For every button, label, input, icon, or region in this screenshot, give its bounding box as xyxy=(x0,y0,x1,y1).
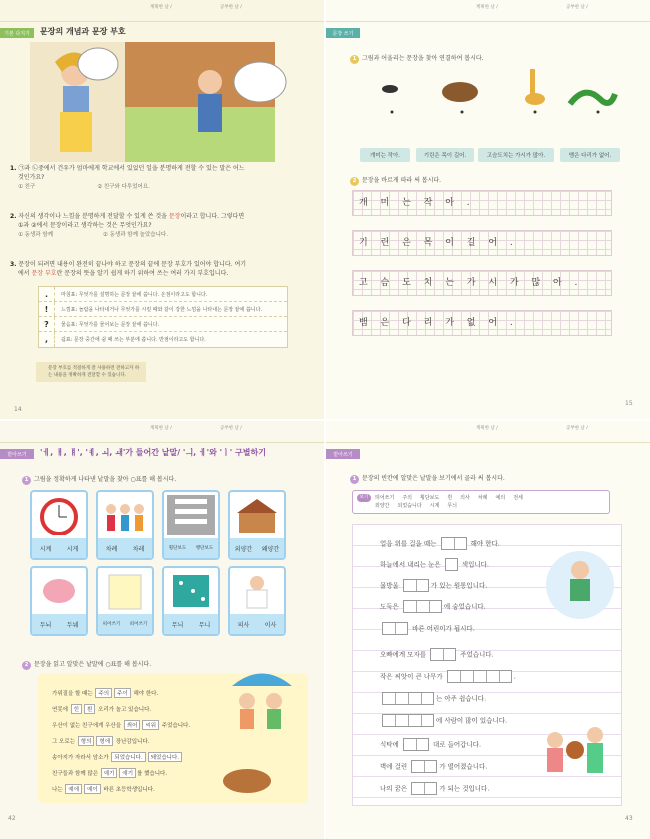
mom-and-son-illustration xyxy=(30,42,290,162)
card-option[interactable]: 시게 xyxy=(66,545,79,553)
section-tag: 받아쓰기 xyxy=(0,449,34,459)
word-card xyxy=(162,490,220,560)
skating-child-illustration xyxy=(540,545,620,625)
card-option[interactable]: 두눼 xyxy=(66,621,79,629)
page-number: 43 xyxy=(625,815,633,822)
word-card xyxy=(228,566,286,636)
story-line: 가위질을 할 때는 주의 주이 해야 한다. xyxy=(52,688,158,698)
word-bank-item: 횡단보도 xyxy=(420,495,440,501)
p42-question-2: 2 문장을 읽고 알맞은 낱말에 ○표를 해 봅시다. xyxy=(22,660,151,670)
sentence-chip[interactable]: 고슴도치는 가시가 많아. xyxy=(478,148,554,162)
q2-option-2[interactable]: ② 동생과 함께 놀았습니다. xyxy=(102,232,168,238)
writing-row[interactable]: 뱀 은 다 리 가 없 어 . xyxy=(352,310,612,336)
writing-row[interactable]: 기 린 은 목 이 길 어 . xyxy=(352,230,612,256)
barn-icon xyxy=(233,495,281,535)
section-tag: 문장 쓰기 xyxy=(326,28,360,38)
fill-line: 작은 씨앗이 큰 나무가 . xyxy=(380,670,516,683)
story-line: 친구들과 함께 많은 예기 얘기 를 했습니다. xyxy=(52,768,167,778)
sentence-chip[interactable]: 기린은 목이 길어. xyxy=(416,148,474,162)
page-number: 14 xyxy=(14,406,22,413)
card-option[interactable]: 띠어쓰기 xyxy=(102,622,121,627)
study-date: 공부한 날 / xyxy=(566,5,588,10)
word-bank-item: 띄어쓰기 xyxy=(375,495,395,501)
sentence-chip[interactable]: 개미는 작아. xyxy=(360,148,410,162)
word-bank-item: 의사 xyxy=(460,495,470,501)
q1-option-1[interactable]: ① 친구 xyxy=(18,184,36,190)
word-bank-item: 외양간 xyxy=(375,503,390,509)
page-number: 42 xyxy=(8,815,16,822)
word-card xyxy=(96,566,154,636)
section-tag: 기본 다지기 xyxy=(0,28,34,38)
page-header xyxy=(326,0,650,22)
fill-line: 에 사람이 많이 있습니다. xyxy=(380,714,507,727)
word-card xyxy=(30,566,88,636)
fill-line: 바른 어린이가 됩시다. xyxy=(380,622,475,635)
children-ball-illustration xyxy=(535,720,615,800)
plan-date: 계획한 날 / xyxy=(476,426,498,431)
q2-option-1[interactable]: ① 동생과 함께 xyxy=(18,232,53,238)
p15-question-2: 2 문장을 바르게 따라 써 봅시다. xyxy=(350,176,441,186)
card-option[interactable]: 무늬 xyxy=(171,621,184,629)
card-option[interactable]: 의사 xyxy=(237,621,250,629)
pattern-fabric-icon xyxy=(167,571,215,611)
p43-question-1: 1 문장의 빈칸에 알맞은 낱말을 보기에서 골라 써 봅시다. xyxy=(350,474,505,484)
clock-icon xyxy=(35,495,83,535)
question-2: 2. 자신의 생각이나 느낌을 분명하게 전달할 수 있게 쓴 것을 문장이라고 합니다. 그렇다면 ①과 ②에서 문장이라고 생각하는 것은 무엇인가요? ① 동생과 함께 ② 동생과 함께 놀았습니다. xyxy=(10,213,245,238)
card-option[interactable]: 외양간 xyxy=(234,545,253,553)
fill-line: 벽에 걸린 가 떨어졌습니다. xyxy=(380,760,487,773)
card-option[interactable]: 시계 xyxy=(39,545,52,553)
writing-row[interactable]: 개 미 는 작 아 . xyxy=(352,190,612,216)
word-bank-item: 차례 xyxy=(477,495,488,501)
plan-date: 계획한 날 / xyxy=(476,5,498,10)
plan-date: 계획한 날 / xyxy=(150,5,172,10)
card-option[interactable]: 두뇌 xyxy=(39,621,52,629)
word-bank-item: 주의 xyxy=(402,495,412,501)
rule-row: ! 느낌표: 놀람을 나타내거나 무엇가를 시킬 때와 같이 강한 느낌을 나타내는 문장 끝에 씁니다. xyxy=(39,302,287,317)
word-bank-item: 시계 xyxy=(429,503,440,509)
note-paper-icon xyxy=(101,571,149,611)
study-date: 공부한 날 / xyxy=(220,426,242,431)
word-card xyxy=(228,490,286,560)
section-tag: 받아쓰기 xyxy=(326,449,360,459)
tip-note: 문장 부호를 적절하게 잘 사용하면 전하고자 하는 내용을 정확하게 전달할 수 있습니다. xyxy=(36,362,146,382)
card-option[interactable]: 차레 xyxy=(132,545,145,553)
p42-question-1: 1 그림을 정확하게 나타낸 낱말을 찾아 ○표를 해 봅시다. xyxy=(22,475,176,485)
fill-line: 물방울 가 있는 원통입니다. xyxy=(380,579,487,592)
writing-row[interactable]: 고 슴 도 치 는 가 시 가 많 아 . xyxy=(352,270,612,296)
rule-row: , 쉼표: 문장 중간에 쉴 때 쓰는 부분에 씁니다. 반점이라고도 합니다. xyxy=(39,332,287,347)
kids-umbrella-cow-illustration xyxy=(212,666,312,806)
children-line-icon xyxy=(101,495,149,535)
word-card xyxy=(30,490,88,560)
story-line: 그 오로는 형의 형에 장난감입니다. xyxy=(52,736,149,746)
word-bank xyxy=(352,490,610,514)
q1-option-2[interactable]: ② 친구와 다투었어요. xyxy=(97,184,150,190)
card-option[interactable]: 행단보도 xyxy=(195,546,214,551)
story-line: 우산이 없는 친구에게 우산을 씌어 씨워 주었습니다. xyxy=(52,720,190,730)
story-line: 송아지가 자라서 암소가 되었습니다. 돼었습니다. xyxy=(52,752,183,762)
study-date: 공부한 날 / xyxy=(220,5,242,10)
page-number: 15 xyxy=(625,400,633,407)
page-title: 'ㅔ, ㅐ, ㅒ', 'ㅖ, ㅚ, ㅙ'가 들어간 낱말/ 'ㅢ, ㅔ'와 'ㅣ' 구별하기 xyxy=(40,448,266,457)
word-bank-item: 흰 xyxy=(447,495,453,501)
doctor-icon xyxy=(233,571,281,611)
word-card xyxy=(96,490,154,560)
word-bank-item: 예의 xyxy=(495,495,506,501)
card-option[interactable]: 차례 xyxy=(105,545,118,553)
word-bank-item: 전세 xyxy=(513,495,523,501)
study-date: 공부한 날 / xyxy=(566,426,588,431)
fill-line: 도둑은 에 숨었습니다. xyxy=(380,600,486,613)
bogi-label: 보기 xyxy=(357,494,371,502)
p15-question-1: 1 그림과 어울리는 문장을 찾아 연결하여 봅시다. xyxy=(350,54,484,64)
card-option[interactable]: 왜양간 xyxy=(261,545,280,553)
card-option[interactable]: 이사 xyxy=(264,621,277,629)
sentence-chip[interactable]: 뱀은 다리가 없어. xyxy=(560,148,620,162)
fill-line: 오빠에게 모자를 주었습니다. xyxy=(380,648,494,661)
brain-icon xyxy=(35,571,83,611)
page-header xyxy=(326,421,650,443)
crosswalk-icon xyxy=(167,495,215,535)
card-option[interactable]: 무니 xyxy=(198,621,211,629)
punctuation-table xyxy=(38,286,288,348)
fill-line: 는 아주 쉽습니다. xyxy=(380,692,486,705)
card-option[interactable]: 띄어쓰기 xyxy=(129,622,148,627)
fill-line: 하늘에서 내리는 눈은 색입니다. xyxy=(380,558,489,571)
fill-line: 식탁에 대로 들어갑니다. xyxy=(380,738,481,751)
card-option[interactable]: 횡단보도 xyxy=(168,546,187,551)
writing-grid xyxy=(352,190,612,350)
fill-line: 얼음 위를 걸을 때는 해야 한다. xyxy=(380,537,500,550)
word-bank-item: 무늬 xyxy=(447,503,457,509)
page-14 xyxy=(0,0,324,419)
question-3: 3. 문장이 되려면 내용이 완전히 끝나야 하고 문장의 끝에 문장 부호가 있어야 합니다. 여기 에서 문장 부호란 문장의 뜻을 알기 쉽게 하기 위하여 쓰는 여러 가지 부호입니다. xyxy=(10,261,247,277)
fill-line: 나의 꿈은 가 되는 것입니다. xyxy=(380,782,489,795)
story-line: 나는 예에 예이 바른 초등학생입니다. xyxy=(52,784,155,794)
page-header xyxy=(0,0,324,22)
rule-row: ? 물음표: 무엇가를 물어보는 문장 끝에 씁니다. xyxy=(39,317,287,332)
rule-row: . 마침표: 무엇가를 설명하는 문장 끝에 씁니다. 온점이라고도 합니다. xyxy=(39,287,287,302)
question-1: 1. ㉠과 ㉡중에서 건우가 엄마에게 학교에서 있었던 일을 분명하게 전할 수 있는 말은 어느 것인가요? ① 친구 ② 친구와 다투었어요. xyxy=(10,165,245,190)
story-line: 연못에 힌 흰 오리가 놀고 있습니다. xyxy=(52,704,151,714)
plan-date: 계획한 날 / xyxy=(150,426,172,431)
word-card xyxy=(162,566,220,636)
page-header xyxy=(0,421,324,443)
page-title: 문장의 개념과 문장 부호 xyxy=(40,27,126,36)
word-bank-item: 되었습니다 xyxy=(397,503,422,509)
animals-illustration xyxy=(370,64,620,114)
